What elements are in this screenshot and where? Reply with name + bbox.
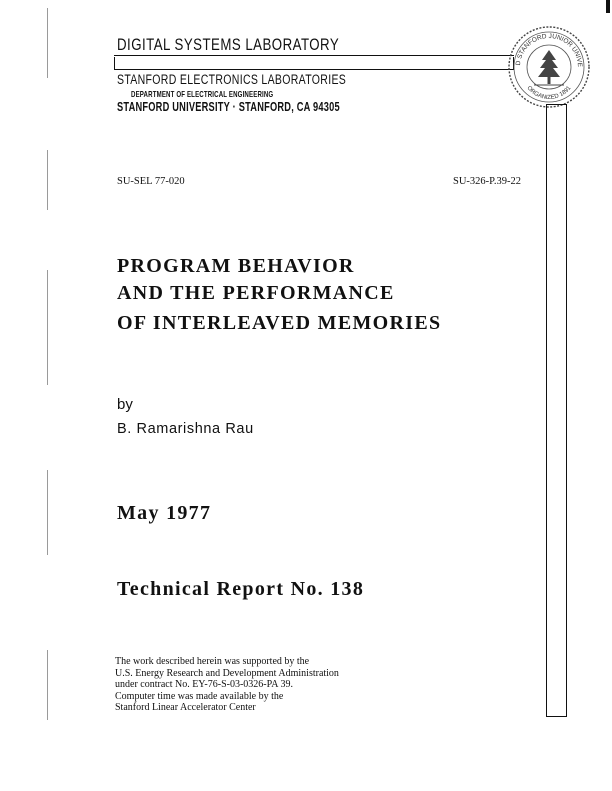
author-name: B. Ramarishna Rau: [117, 421, 254, 437]
report-number: Technical Report No. 138: [117, 578, 365, 600]
binding-mark: [47, 150, 48, 210]
support-note-line: Stanford Linear Accelerator Center: [115, 702, 256, 714]
department-name: DEPARTMENT OF ELECTRICAL ENGINEERING: [131, 89, 274, 99]
corner-mark: [606, 0, 610, 13]
header-box: [114, 57, 514, 70]
publication-date: May 1977: [117, 502, 212, 524]
title-line-2: AND THE PERFORMANCE: [117, 282, 395, 304]
binding-mark: [47, 470, 48, 555]
lab-title: DIGITAL SYSTEMS LABORATORY: [117, 35, 340, 54]
binding-mark: [47, 8, 48, 78]
header-rule: [114, 55, 514, 56]
stanford-seal-icon: [506, 24, 592, 110]
title-line-1: PROGRAM BEHAVIOR: [117, 255, 355, 277]
parent-lab-name: STANFORD ELECTRONICS LABORATORIES: [117, 72, 347, 87]
binding-mark: [47, 270, 48, 385]
report-id-left: SU-SEL 77-020: [117, 176, 185, 187]
right-margin-bar: [546, 104, 567, 717]
binding-mark: [47, 650, 48, 720]
support-note-line: The work described herein was supported by the: [115, 656, 310, 667]
support-note-line: under contract No. EY-76-S-03-0326-PA 39.: [115, 679, 293, 691]
seal-text-top: D STANFORD JUNIOR UNIVE: [514, 32, 584, 68]
support-note-line: U.S. Energy Research and Development Administration: [115, 667, 339, 679]
seal-text-bottom: ORGANIZED 1891: [525, 85, 573, 102]
svg-text:LELAND STANFORD JUNIOR UNIVERS: [506, 24, 583, 68]
university-address: STANFORD UNIVERSITY · STANFORD, CA 94305: [117, 100, 340, 114]
by-label: by: [117, 396, 133, 413]
report-id-right: SU-326-P.39-22: [453, 176, 521, 187]
title-line-3: OF INTERLEAVED MEMORIES: [117, 312, 442, 334]
svg-text:ORGANIZED 1891: [526, 85, 573, 101]
support-note: [115, 656, 339, 714]
support-note-line: Computer time was made available by the: [115, 690, 284, 702]
